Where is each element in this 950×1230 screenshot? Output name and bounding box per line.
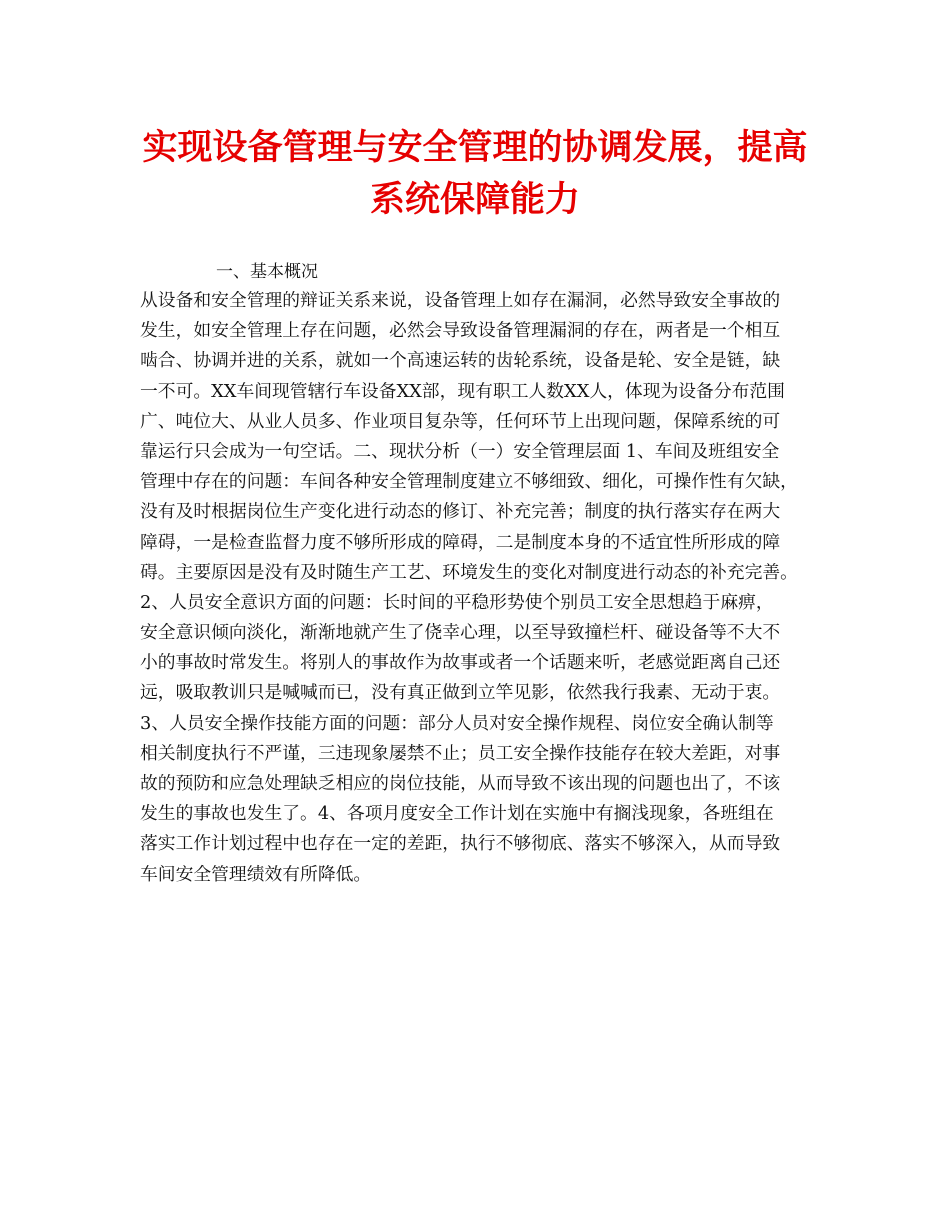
body-line: 相关制度执行不严谨，三违现象屡禁不止；员工安全操作技能存在较大差距，对事 — [140, 742, 781, 764]
title-line-2: 系统保障能力 — [369, 179, 580, 220]
body-line: 车间安全管理绩效有所降低。 — [140, 863, 372, 885]
body-line: 靠运行只会成为一句空话。二、现状分析（一）安全管理层面 1、车间及班组安全 — [140, 440, 780, 462]
body-line: 远，吸取教训只是喊喊而已，没有真正做到立竿见影，依然我行我素、无动于衷。 — [140, 682, 781, 704]
body-line: 安全意识倾向淡化，渐渐地就产生了侥幸心理，以至导致撞栏杆、碰设备等不大不 — [140, 622, 781, 644]
body-paragraph — [140, 286, 830, 890]
body-line: 碍。主要原因是没有及时随生产工艺、环境发生的变化对制度进行动态的补充完善。 — [140, 561, 798, 583]
title-line-1: 实现设备管理与安全管理的协调发展，提高 — [142, 127, 808, 168]
body-line: 管理中存在的问题：车间各种安全管理制度建立不够细致、细化，可操作性有欠缺， — [140, 471, 798, 493]
body-line: 发生，如安全管理上存在问题，必然会导致设备管理漏洞的存在，两者是一个相互 — [140, 320, 781, 342]
body-line: 障碍，一是检查监督力度不够所形成的障碍，二是制度本身的不适宜性所形成的障 — [140, 531, 781, 553]
body-line: 3、人员安全操作技能方面的问题：部分人员对安全操作规程、岗位安全确认制等 — [140, 712, 774, 734]
body-line: 从设备和安全管理的辩证关系来说，设备管理上如存在漏洞，必然导致安全事故的 — [140, 290, 781, 311]
section-heading: 一、基本概况 — [216, 262, 318, 282]
body-line: 广、吨位大、从业人员多、作业项目复杂等，任何环节上出现问题，保障系统的可 — [140, 410, 781, 432]
body-line: 小的事故时常发生。将别人的事故作为故事或者一个话题来听，老感觉距离自己还 — [140, 652, 781, 674]
document-title — [0, 122, 950, 226]
body-line: 一不可。XX车间现管辖行车设备XX部，现有职工人数XX人，体现为设备分布范围 — [140, 380, 785, 402]
body-line: 2、人员安全意识方面的问题：长时间的平稳形势使个别员工安全思想趋于麻痹， — [140, 591, 774, 613]
body-line: 啮合、协调并进的关系，就如一个高速运转的齿轮系统，设备是轮、安全是链，缺 — [140, 350, 781, 372]
body-line: 发生的事故也发生了。4、各项月度安全工作计划在实施中有搁浅现象，各班组在 — [140, 803, 774, 825]
body-line: 故的预防和应急处理缺乏相应的岗位技能，从而导致不该出现的问题也出了，不该 — [140, 773, 781, 794]
body-line: 没有及时根据岗位生产变化进行动态的修订、补充完善；制度的执行落实存在两大 — [140, 501, 781, 523]
body-line: 落实工作计划过程中也存在一定的差距，执行不够彻底、落实不够深入，从而导致 — [140, 833, 781, 855]
